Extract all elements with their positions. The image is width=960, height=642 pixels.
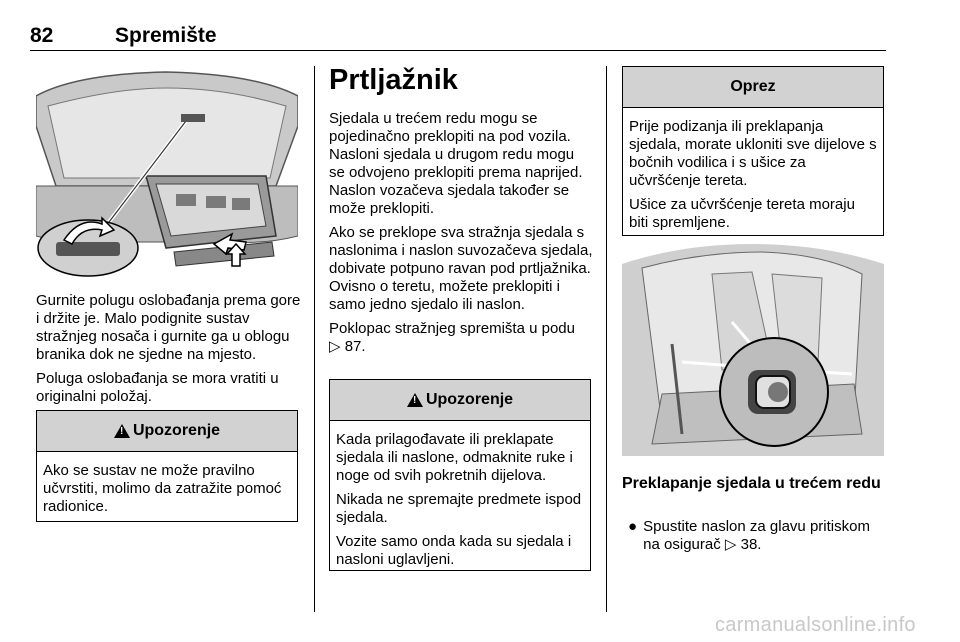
col2-text (329, 110, 593, 362)
trunk-paragraph-2: Ako se preklope sva stražnja sjedala s naslonima i naslon suvozačeva sjedala, dobivate potpuno ravan pod prtljažnika. Ovisno o teretu, možete preklopiti i samo jedno sjedalo ili naslon. (329, 224, 593, 313)
page-reference-icon: ▷ (329, 338, 341, 355)
section-heading: Prtljažnik (329, 64, 458, 96)
cross-reference (329, 320, 593, 356)
rear-carrier-illustration (36, 66, 298, 278)
list-item (628, 518, 884, 554)
reference-text: Poklopac stražnjeg spremišta u podu (329, 320, 575, 337)
cargo-area-illustration (622, 244, 884, 456)
bullet-dot-icon: ● (628, 518, 638, 535)
page-reference-icon: ▷ (724, 536, 737, 553)
bullet-reference: 38. (740, 536, 762, 553)
warning-box-header (37, 411, 297, 452)
warning-triangle-icon (407, 393, 423, 407)
warning-title: Upozorenje (425, 391, 514, 408)
subheading: Preklapanje sjedala u trećem redu (622, 475, 881, 492)
column-divider-1 (314, 66, 315, 612)
header-rule (30, 50, 886, 51)
caution-box (622, 66, 884, 236)
warning-paragraph-2: Nikada ne spremajte predmete ispod sjedala. (336, 491, 582, 526)
column-divider-2 (606, 66, 607, 612)
warning-box-1 (36, 410, 298, 522)
caution-box-header: Oprez (623, 67, 883, 108)
page-number: 82 (30, 24, 54, 47)
col1-text (36, 292, 302, 412)
reference-page: 87. (344, 338, 366, 355)
bullet-text: Spustite naslon za glavu pritiskom na osigurač (643, 518, 870, 553)
warning-paragraph-1: Kada prilagođavate ili preklapate sjedala ili naslone, odmaknite ruke i noge od svih pokretnih dijelova. (336, 431, 573, 484)
lever-note-paragraph: Poluga oslobađanja se mora vratiti u originalni položaj. (36, 370, 279, 405)
warning-text: Ako se sustav ne može pravilno učvrstiti, molimo da zatražite pomoć radionice. (43, 462, 282, 515)
warning-box-2 (329, 379, 591, 571)
bullet-text-wrap (643, 518, 884, 554)
instruction-paragraph: Gurnite polugu oslobađanja prema gore i držite je. Malo podignite sustav stražnjeg nosača i gurnite ga u oblogu branika dok ne sjedne na mjesto. (36, 292, 301, 363)
warning-paragraph-3: Vozite samo onda kada su sjedala i nasloni uglavljeni. (336, 533, 572, 568)
warning-triangle-icon (114, 424, 130, 438)
warning-box-header (330, 380, 590, 421)
caution-paragraph-2: Ušice za učvršćenje tereta moraju biti spremljene. (629, 196, 855, 231)
warning-title: Upozorenje (132, 422, 221, 439)
section-title: Spremište (115, 24, 217, 47)
trunk-paragraph-1: Sjedala u trećem redu mogu se pojedinačno preklopiti na pod vozila. Nasloni sjedala u drugom redu mogu se odvojeno preklopiti prema naprijed. Naslon vozačeva sjedala također se može preklopiti. (329, 110, 583, 217)
bullet-list (628, 518, 884, 554)
caution-paragraph-1: Prije podizanja ili preklapanja sjedala, morate ukloniti sve dijelove s bočnih vodilica i s ušice za učvršćenje tereta. (629, 118, 877, 189)
watermark: carmanualsonline.info (715, 614, 916, 636)
